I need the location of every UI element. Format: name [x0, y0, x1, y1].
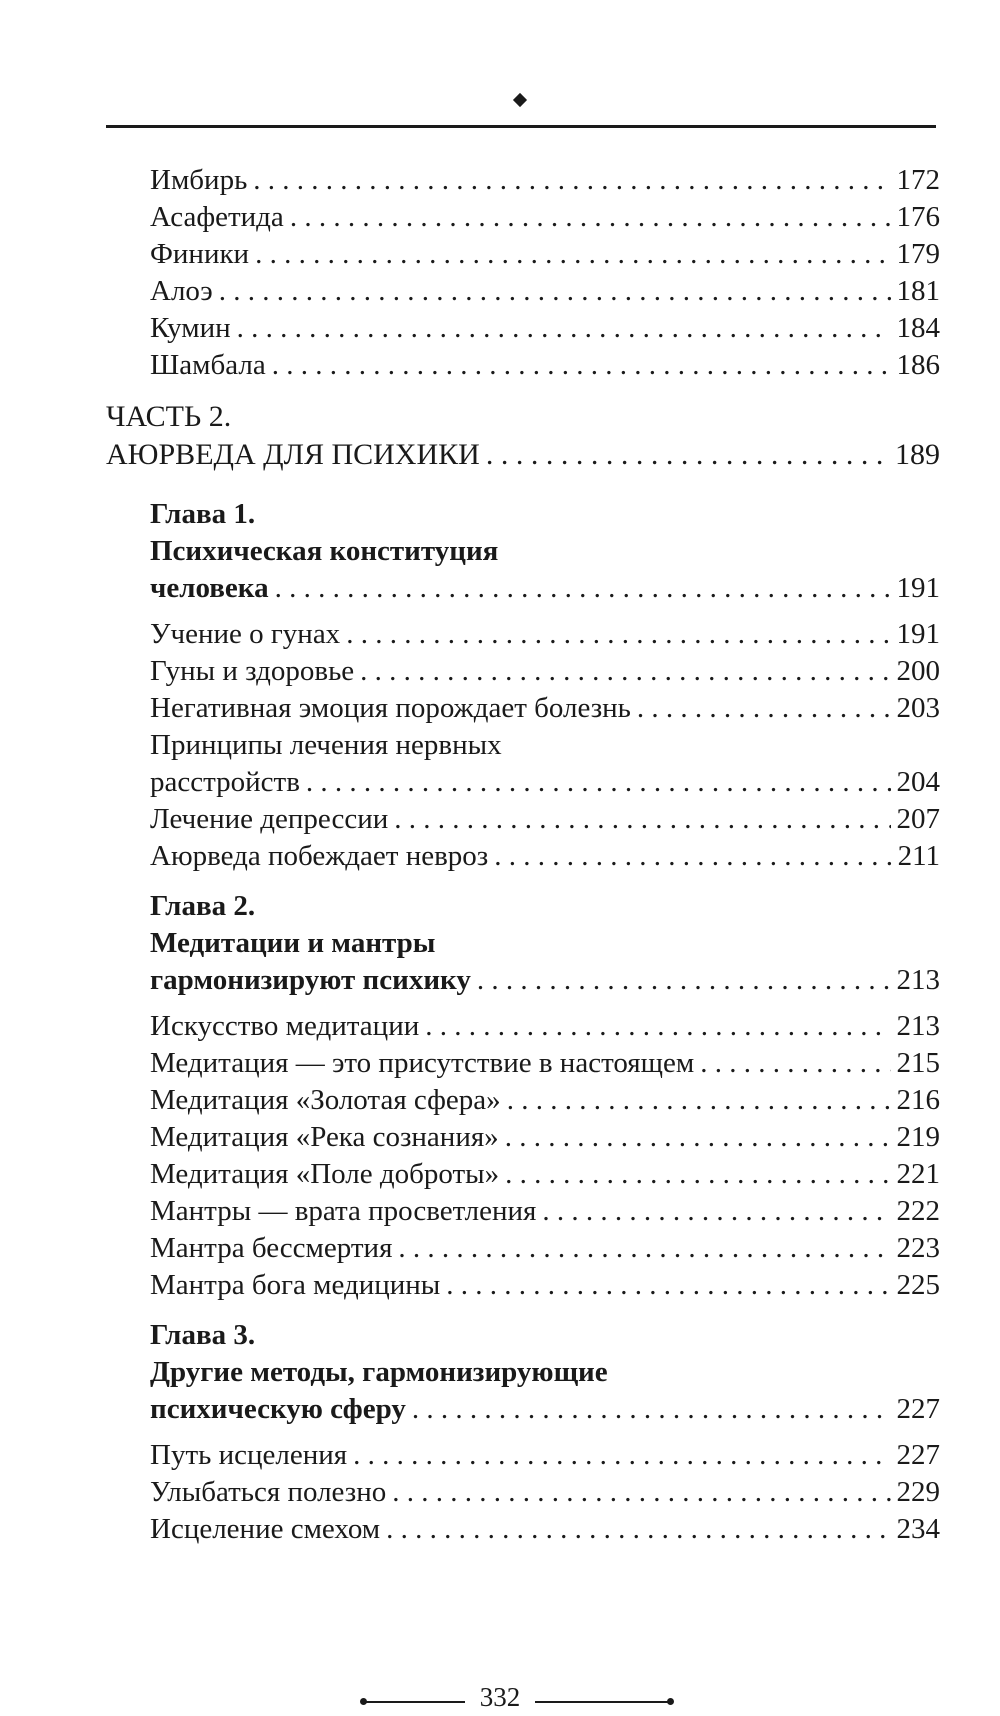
toc-entry-page: 172	[896, 164, 940, 196]
chapter-page: 191	[896, 572, 940, 604]
toc-entry[interactable]	[150, 1230, 940, 1267]
toc-entry-page: 225	[896, 1269, 940, 1301]
toc-entry-page: 216	[896, 1084, 940, 1116]
toc-entry-page: 191	[896, 618, 940, 650]
chapter-page: 213	[896, 964, 940, 996]
toc-entry-page: 203	[896, 692, 940, 724]
footer-rule-left	[365, 1701, 465, 1703]
toc-entry[interactable]	[150, 653, 940, 690]
toc-entry-page: 223	[896, 1232, 940, 1264]
toc-entry[interactable]	[150, 310, 940, 347]
toc-entry[interactable]	[150, 1437, 940, 1474]
toc-entry-title: Алоэ	[150, 275, 213, 307]
chapter-title: Другие методы, гармонизирующие	[150, 1356, 608, 1388]
toc-entry[interactable]	[150, 347, 940, 384]
toc-entry-page: 219	[896, 1121, 940, 1153]
toc-entry[interactable]	[150, 801, 940, 838]
toc-entry-page: 215	[896, 1047, 940, 1079]
toc-entry-title: Аюрведа побеждает невроз	[150, 840, 489, 872]
toc-entry-page: 200	[896, 655, 940, 687]
chapter-title-line2: психическую сферу	[150, 1393, 406, 1425]
chapter-label: Глава 2.	[150, 890, 256, 922]
chapter-label: Глава 3.	[150, 1319, 256, 1351]
toc-entry-title: Искусство медитации	[150, 1010, 420, 1042]
toc-entry[interactable]	[150, 1082, 940, 1119]
toc-entry-title: Улыбаться полезно	[150, 1476, 387, 1508]
toc-entry-title: расстройств	[150, 766, 300, 798]
toc-entry-title: Шамбала	[150, 349, 266, 381]
toc-entry-title: Учение о гунах	[150, 618, 341, 650]
toc-entry[interactable]	[150, 236, 940, 273]
chapter-page: 227	[896, 1393, 940, 1425]
toc-entry-title: Мантры — врата просветления	[150, 1195, 537, 1227]
toc-entry-title: Мантра бога медицины	[150, 1269, 441, 1301]
toc-entry[interactable]	[150, 273, 940, 310]
footer-ornament-right	[667, 1698, 674, 1705]
toc-entry[interactable]	[150, 1008, 940, 1045]
toc-entry-page: 221	[896, 1158, 940, 1190]
page-number: 332	[479, 1682, 521, 1712]
toc-entry-title: Путь исцеления	[150, 1439, 348, 1471]
header-rule	[106, 125, 936, 128]
toc-entry-page: 207	[896, 803, 940, 835]
toc-entry[interactable]	[150, 690, 940, 727]
toc-entry-title: Медитация — это присутствие в настоящем	[150, 1047, 695, 1079]
toc-entry[interactable]	[150, 1511, 940, 1548]
chapter-title: Медитации и мантры	[150, 927, 436, 959]
toc-entry[interactable]	[150, 1193, 940, 1230]
toc-entry-title: Медитация «Река сознания»	[150, 1121, 499, 1153]
chapter-title-line2: человека	[150, 572, 269, 604]
chapter-title-entry[interactable]	[150, 1391, 940, 1428]
chapter-title-entry[interactable]	[150, 570, 940, 607]
toc-entry-title: Гуны и здоровье	[150, 655, 355, 687]
toc-entry-page: 227	[896, 1439, 940, 1471]
chapter-title-line2: гармонизируют психику	[150, 964, 471, 996]
toc-entry-title: Финики	[150, 238, 250, 270]
toc-entry[interactable]	[150, 616, 940, 653]
toc-entry[interactable]	[150, 838, 940, 875]
toc-entry-page: 213	[896, 1010, 940, 1042]
toc-entry-page: 181	[896, 275, 940, 307]
page-footer	[0, 1682, 1000, 1714]
chapter-title: Психическая конституция	[150, 535, 499, 567]
toc-entry[interactable]	[150, 199, 940, 236]
toc-entry-title-line1: Принципы лечения нервных	[150, 729, 502, 761]
toc-entry-page: 179	[896, 238, 940, 270]
toc-entry-page: 229	[896, 1476, 940, 1508]
toc-entry-title: Мантра бессмертия	[150, 1232, 393, 1264]
part-title[interactable]	[106, 436, 940, 473]
toc-entry-page: 211	[897, 840, 940, 872]
part-title-text: АЮРВЕДА ДЛЯ ПСИХИКИ	[106, 438, 480, 471]
toc-entry-page: 186	[896, 349, 940, 381]
toc-entry-title: Лечение депрессии	[150, 803, 389, 835]
part-label: ЧАСТЬ 2.	[106, 400, 232, 433]
toc-entry[interactable]	[150, 764, 940, 801]
footer-rule-right	[535, 1701, 670, 1703]
toc-entry-title: Исцеление смехом	[150, 1513, 381, 1545]
toc-entry[interactable]	[150, 1156, 940, 1193]
toc-entry-page: 204	[896, 766, 940, 798]
part-page: 189	[895, 438, 940, 471]
toc-entry-title: Имбирь	[150, 164, 248, 196]
toc-entry-title: Медитация «Золотая сфера»	[150, 1084, 501, 1116]
chapter-label: Глава 1.	[150, 498, 256, 530]
toc-entry[interactable]	[150, 1267, 940, 1304]
toc-entry-title: Негативная эмоция порождает болезнь	[150, 692, 631, 724]
toc-entry-title: Медитация «Поле доброты»	[150, 1158, 500, 1190]
toc-entry[interactable]	[150, 1045, 940, 1082]
toc-entry-title: Кумин	[150, 312, 231, 344]
toc-entry[interactable]	[150, 1474, 940, 1511]
toc-entry-title: Асафетида	[150, 201, 284, 233]
toc-entry[interactable]	[150, 1119, 940, 1156]
toc-entry-page: 184	[896, 312, 940, 344]
toc-entry-page: 222	[896, 1195, 940, 1227]
chapter-title-entry[interactable]	[150, 962, 940, 999]
toc-entry-page: 176	[896, 201, 940, 233]
toc-entry-page: 234	[896, 1513, 940, 1545]
top-ornament	[513, 93, 527, 107]
toc-entry[interactable]	[150, 162, 940, 199]
